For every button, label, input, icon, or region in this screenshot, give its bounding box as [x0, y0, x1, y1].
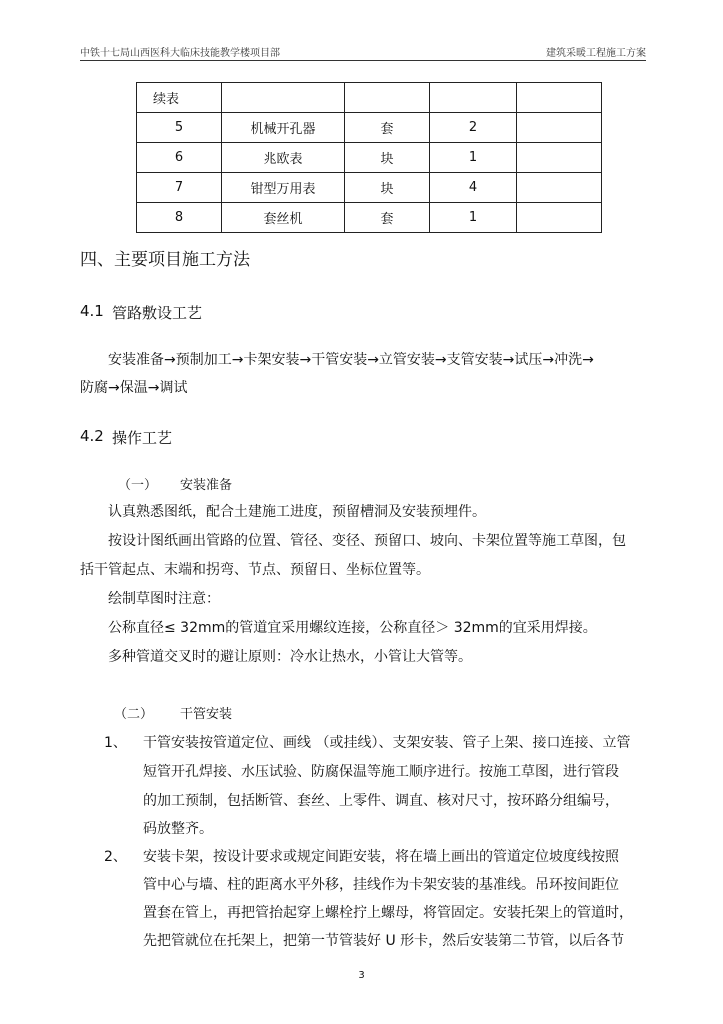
section-4-2-heading: 操作工艺 — [112, 429, 173, 447]
table-continued-label: 续表 — [137, 83, 222, 113]
paragraph: 多种管道交叉时的避让原则：冷水让热水，小管让大管等。 — [108, 649, 472, 665]
process-flow-line-2: 防腐→保温→调试 — [80, 380, 188, 396]
table-cell: 5 — [137, 113, 222, 143]
list-item-line: 先把管就位在托架上，把第一节管装好 U 形卡，然后安装第二节管，以后各节 — [143, 933, 625, 949]
part-2-label: （二） — [114, 707, 154, 722]
list-item-line: 管中心与墙、柱的距离水平外移，挂线作为卡架安装的基准线。吊环按间距位 — [143, 877, 619, 893]
list-item-number: 1、 — [104, 735, 127, 751]
header-document-title: 建筑采暖工程施工方案 — [546, 48, 646, 59]
process-flow-line-1: 安装准备→预制加工→卡架安装→干管安装→立管安装→支管安装→试压→冲洗→ — [108, 352, 594, 368]
table-cell: 块 — [345, 143, 430, 173]
table-cell — [517, 203, 602, 233]
header-project-name: 中铁十七局山西医科大临床技能教学楼项目部 — [80, 48, 280, 59]
header-divider — [80, 60, 646, 61]
section-4-heading: 四、主要项目施工方法 — [80, 250, 250, 270]
list-item-line: 短管开孔焊接、水压试验、防腐保温等施工顺序进行。按施工草图，进行管段 — [143, 764, 619, 780]
table-cell — [517, 173, 602, 203]
equipment-table — [136, 82, 602, 233]
table-row — [137, 143, 602, 173]
table-cell — [430, 83, 517, 113]
table-cell — [345, 83, 430, 113]
list-item-line: 码放整齐。 — [143, 821, 213, 837]
table-cell: 6 — [137, 143, 222, 173]
table-cell: 机械开孔器 — [222, 113, 345, 143]
table-cell — [222, 83, 345, 113]
paragraph: 括干管起点、末端和拐弯、节点、预留日、坐标位置等。 — [80, 562, 430, 578]
part-1-label: （一） — [118, 478, 158, 493]
list-item-line: 干管安装按管道定位、画线 （或挂线）、支架安装、管子上架、接口连接、立管 — [143, 735, 631, 751]
table-row — [137, 203, 602, 233]
paragraph: 公称直径≤ 32mm的管道宜采用螺纹连接，公称直径＞ 32mm的宜采用焊接。 — [108, 620, 597, 636]
paragraph: 按设计图纸画出管路的位置、管径、变径、预留口、坡向、卡架位置等施工草图，包 — [108, 533, 626, 549]
table-cell: 4 — [430, 173, 517, 203]
table-cell — [517, 83, 602, 113]
table-cell: 1 — [430, 143, 517, 173]
part-1-title: 安装准备 — [180, 478, 233, 493]
table-row — [137, 173, 602, 203]
table-cell: 2 — [430, 113, 517, 143]
table-cell: 套 — [345, 113, 430, 143]
page-number: 3 — [358, 970, 365, 981]
list-item-line: 的加工预制，包括断管、套丝、上零件、调直、核对尺寸，按环路分组编号， — [143, 793, 619, 809]
table-cell: 钳型万用表 — [222, 173, 345, 203]
table-cell: 8 — [137, 203, 222, 233]
section-4-1-number: 4.1 — [80, 302, 104, 320]
table-cell: 兆欧表 — [222, 143, 345, 173]
list-item-number: 2、 — [104, 849, 127, 865]
section-4-2-number: 4.2 — [80, 427, 104, 445]
paragraph: 绘制草图时注意： — [108, 591, 220, 607]
table-cell — [517, 113, 602, 143]
table-row — [137, 113, 602, 143]
table-row — [137, 83, 602, 113]
list-item-line: 置套在管上，再把管抬起穿上螺栓拧上螺母，将管固定。安装托架上的管道时， — [143, 905, 633, 921]
table-cell: 块 — [345, 173, 430, 203]
table-cell: 套 — [345, 203, 430, 233]
paragraph: 认真熟悉图纸，配合土建施工进度，预留槽洞及安装预埋件。 — [108, 504, 486, 520]
table-cell — [517, 143, 602, 173]
table-cell: 1 — [430, 203, 517, 233]
table-cell: 套丝机 — [222, 203, 345, 233]
part-2-title: 干管安装 — [180, 707, 233, 722]
list-item-line: 安装卡架，按设计要求或规定间距安装，将在墙上画出的管道定位坡度线按照 — [143, 849, 619, 865]
section-4-1-heading: 管路敷设工艺 — [112, 304, 203, 322]
table-cell: 7 — [137, 173, 222, 203]
